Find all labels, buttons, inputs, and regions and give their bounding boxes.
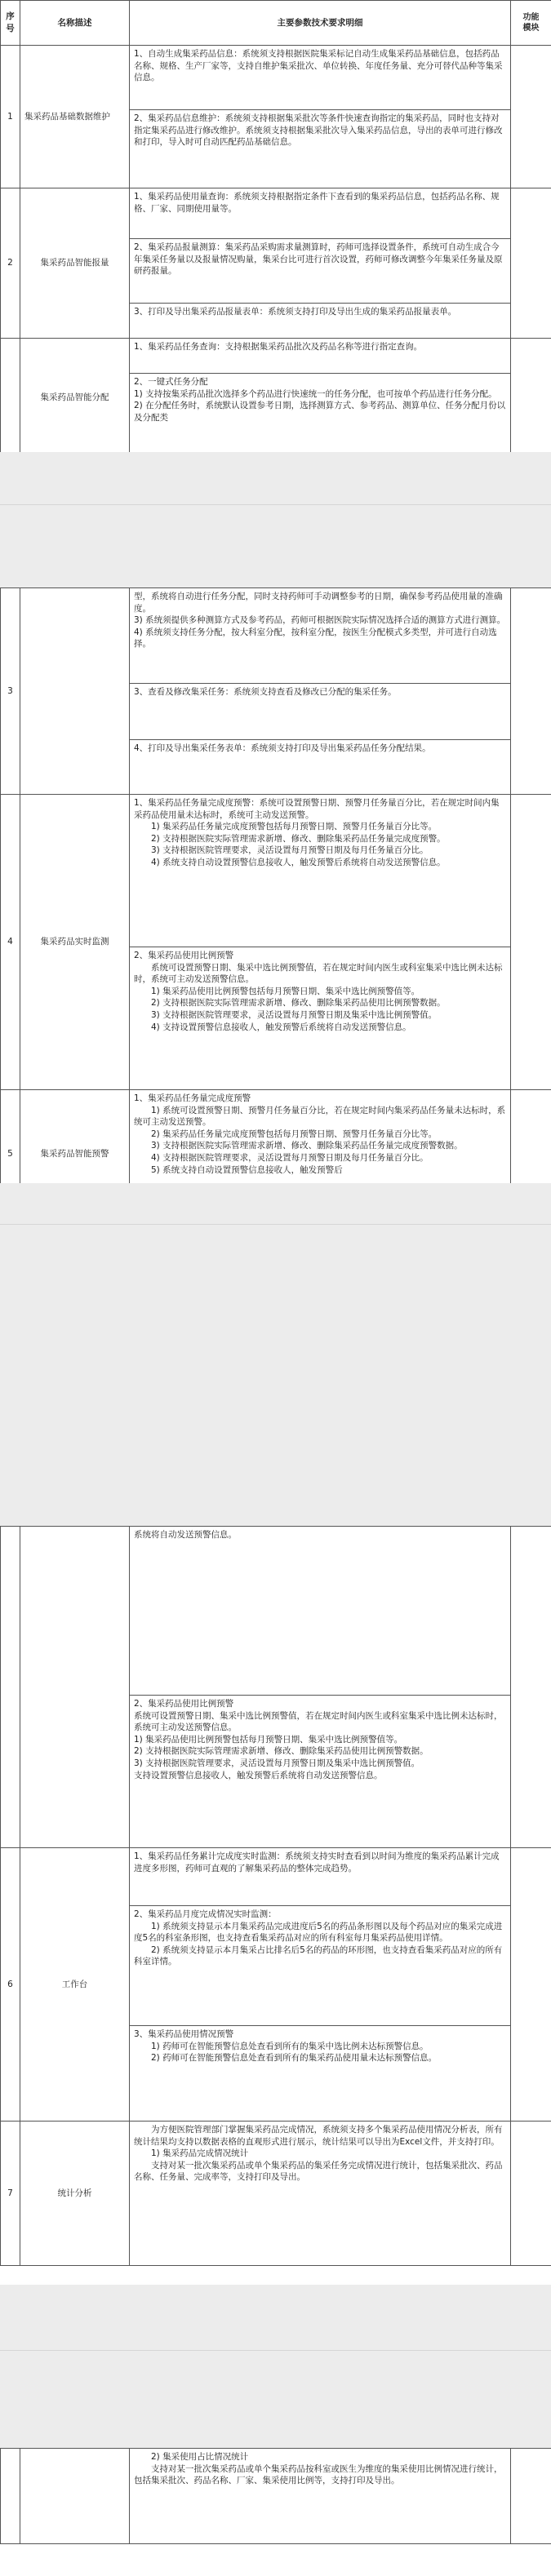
row-name: 集采药品实时监测 [20,795,130,1090]
spec-table [0,587,551,1183]
spec-table [0,0,551,452]
spec-cell: 为方便医院管理部门掌握集采药品完成情况，系统须支持多个集采药品使用情况分析表，所有统计结果均支持以数据表格的直观形式进行展示，统计结果可以导出为Excel文件，并支持打印。 1) 集采药品完成情况统计 支持对某一批次集采药品或单个集采药品的集采任务完成情况进行统计，包括集采批次、药品名称、任务量、完成率等，支持打印及导出。 [130,2122,511,2266]
spec-cell: 2、集采药品报量测算：集采药品采购需求量测算时，药师可选择设置条件，系统可自动生成合今年集采任务量以及报量情况购量，集采台比可进行首次设置，药师可修改调整今年集采任务量及原研药报量。 [130,239,511,304]
spec-cell: 3、查看及修改集采任务：系统须支持查看及修改已分配的集采任务。 [130,684,511,740]
function-cell [511,1527,551,1848]
row-name: 集采药品智能报量 [20,188,130,339]
row-name: 工作台 [20,1848,130,2122]
table-row [1,1527,551,1696]
row-name: 集采药品基础数据维护 [20,46,130,188]
row-seq: 1 [1,46,20,188]
row-name: 统计分析 [20,2122,130,2266]
spec-cell: 3、集采药品使用情况预警 1) 药师可在智能预警信息处查看到所有的集采中选比例未达标预警信息。 2) 药师可在智能预警信息处查看到所有的集采药品使用量未达标预警信息。 [130,2026,511,2122]
spec-cell: 系统将自动发送预警信息。 [130,1527,511,1696]
function-cell [511,1090,551,1184]
table-row [1,1848,551,1906]
table-row [1,588,551,684]
header-name: 名称描述 [20,1,130,46]
table-row [1,1090,551,1184]
table-row [1,188,551,239]
spec-cell: 2、集采药品使用比例预警 系统可设置预警日期、集采中选比例预警值，若在规定时间内医生或科室集采中选比例未达标时，系统可主动发送预警信息。 1) 集采药品使用比例预警包括每月预警日期、集采中选比例预警值等。 2) 支持根据医院实际管理需求新增、修改、删除集采药品使用比例预警数据。 3) 支持根据医院管理要求，灵活设置每月预警日期及集采中选比例预警值。 4) 支持设置预警信息接收人，触发预警后系统将自动发送预警信息。 [130,947,511,1090]
row-seq: 7 [1,2122,20,2266]
row-seq: 6 [1,1848,20,2122]
spec-cell: 2、集采药品使用比例预警 系统可设置预警日期、集采中选比例预警值，若在规定时间内医生或科室集采中选比例未达标时，系统可主动发送预警信息。 1) 集采药品使用比例预警包括每月预警日期、集采中选比例预警值等。 2) 支持根据医院实际管理需求新增、修改、删除集采药品使用比例预警数据。 3) 支持根据医院管理要求，灵活设置每月预警日期及集采中选比例预警值。 支持设置预警信息接收人，触发预警后系统将自动发送预警信息。 [130,1696,511,1848]
page-gap [0,452,551,587]
document-page-2 [0,587,551,1183]
function-cell [511,795,551,1090]
spec-cell: 型，系统将自动进行任务分配，同时支持药师可手动调整参考的日期，确保参考药品使用量的准确度。 3) 系统须提供多种测算方式及参考药品，药师可根据医院实际情况选择合适的测算方式进行测算。 4) 系统须支持任务分配，按大科室分配，按科室分配，按医生分配模式多类型，并可进行自动选择。 [130,588,511,684]
row-seq: 5 [1,1090,20,1184]
row-seq [1,1527,20,1848]
spec-cell: 1、自动生成集采药品信息：系统须支持根据医院集采标记自动生成集采药品基础信息，包括药品名称、规格、生产厂家等，支持自维护集采批次、单位转换、年度任务量、充分可替代品种等集采信息。 [130,46,511,110]
spec-cell: 2、一键式任务分配 1) 支持按集采药品批次选择多个药品进行快速统一的任务分配，也可按单个药品进行任务分配。 2) 在分配任务时，系统默认设置参考日期，选择测算方式、参考药品、测算单位、任务分配月份以及分配类 [130,374,511,453]
function-cell [511,339,551,453]
spec-cell: 1、集采药品任务量完成度预警 1) 系统可设置预警日期、预警月任务量百分比，若在规定时间内集采药品任务量未达标时，系统可主动发送预警。 2) 集采药品任务量完成度预警包括每月预警日期、预警月任务量百分比等。 3) 支持根据医院实际管理需求新增、修改、删除集采药品任务量完成度预警数据。 4) 支持根据医院管理要求，灵活设置每月预警日期及每月任务量百分比。 5) 系统支持自动设置预警信息接收人，触发预警后 [130,1090,511,1184]
row-name: 集采药品智能预警 [20,1090,130,1184]
document-page-4 [0,2448,551,2576]
header-seq: 序 号 [1,1,20,46]
row-seq [1,2449,20,2544]
function-cell [511,2122,551,2266]
spec-table [0,2448,551,2544]
document-page-1 [0,0,551,452]
table-row [1,46,551,110]
row-seq: 3 [1,588,20,795]
function-cell [511,46,551,188]
spec-cell: 2、集采药品信息维护：系统须支持根据集采批次等条件快速查询指定的集采药品，同时也支持对指定集采药品进行修改维护。系统须支持根据集采批次导入集采药品信息，导出的表单可进行修改和打印，导入时可自动匹配药品基础信息。 [130,110,511,188]
page-separator [0,504,551,505]
header-spec: 主要参数技术要求明细 [130,1,511,46]
function-cell [511,2449,551,2544]
row-name: 集采药品智能分配 [20,339,130,453]
table-row [1,795,551,947]
spec-cell: 1、集采药品任务量完成度预警：系统可设置预警日期、预警月任务量百分比，若在规定时间内集采药品使用量未达标时，系统可主动发送预警。 1) 集采药品任务量完成度预警包括每月预警日期、预警月任务量百分比等。 2) 支持根据医院实际管理需求新增、修改、删除集采药品任务量完成度预警。 3) 支持根据医院管理要求，灵活设置每月预警日期及每月任务量百分比。 4) 系统支持自动设置预警信息接收人，触发预警后系统将自动发送预警信息。 [130,795,511,947]
row-seq: 4 [1,795,20,1090]
spec-cell: 2、集采药品月度完成情况实时监测： 1) 系统须支持显示本月集采药品完成进度后5名的药品条形图以及每个药品对应的集采完成进度5名的科室条形图，也支持查看集采药品对应的所有科室每月集采药品使用详情。 2) 系统须支持显示本月集采占比排名后5名的药品的环形图，也支持查看集采药品对应的所有科室详情。 [130,1906,511,2026]
spec-cell: 1、集采药品任务累计完成度实时监测：系统须支持实时查看到以时间为维度的集采药品累计完成进度多形图，药师可直观的了解集采药品的整体完成趋势。 [130,1848,511,1906]
function-cell [511,1848,551,2122]
header-function: 功能 模块 [511,1,551,46]
table-row [1,2449,551,2544]
row-name [20,588,130,795]
row-seq [1,339,20,453]
spec-cell: 4、打印及导出集采任务表单：系统须支持打印及导出集采药品任务分配结果。 [130,740,511,795]
spec-cell: 3、打印及导出集采药品报量表单：系统须支持打印及导出生成的集采药品报量表单。 [130,304,511,339]
function-cell [511,588,551,795]
page-gap [0,2285,551,2448]
spec-cell: 2) 集采使用占比情况统计 支持对某一批次集采药品或单个集采药品按科室或医生为维度的集采使用比例情况进行统计，包括集采批次、药品名称、厂家、集采使用比例等，支持打印及导出。 [130,2449,511,2544]
document-page-3 [0,1526,551,2285]
row-name [20,1527,130,1848]
table-row [1,2122,551,2266]
row-name [20,2449,130,2544]
table-row [1,339,551,374]
function-cell [511,188,551,339]
spec-cell: 1、集采药品任务查询：支持根据集采药品批次及药品名称等进行指定查询。 [130,339,511,374]
table-header-row [1,1,551,46]
spec-cell: 1、集采药品使用量查询：系统须支持根据指定条件下查看到的集采药品信息，包括药品名称、规格、厂家、同期使用量等。 [130,188,511,239]
page-separator [0,2350,551,2351]
spec-table [0,1526,551,2266]
page-gap [0,1183,551,1526]
row-seq: 2 [1,188,20,339]
page-separator [0,1224,551,1225]
